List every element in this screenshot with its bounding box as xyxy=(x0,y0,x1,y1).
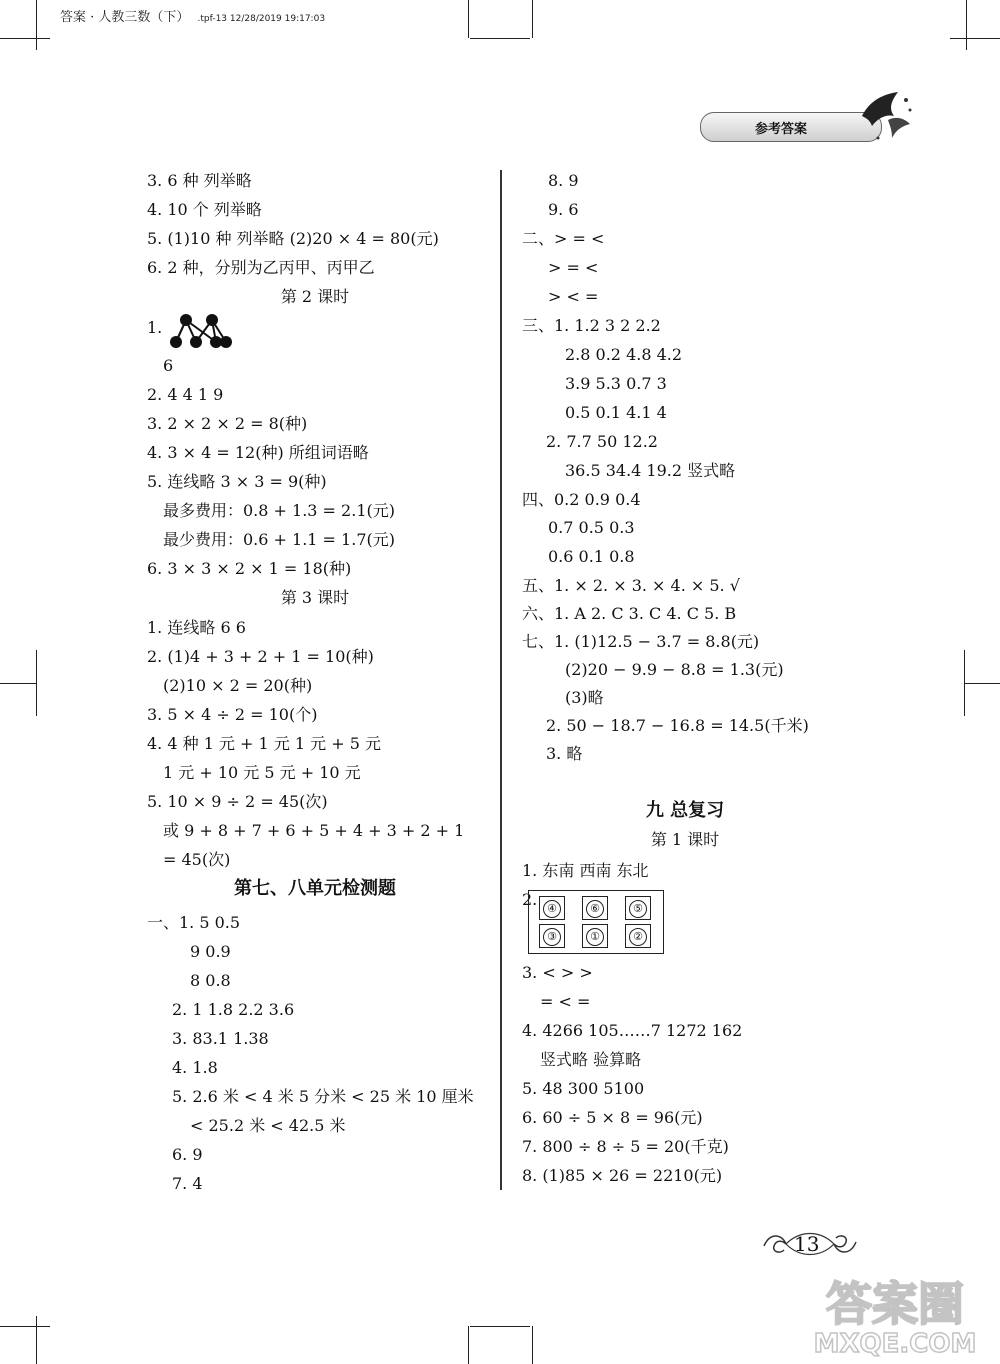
answer-line: 最多费用：0.8 + 1.3 = 2.1(元) xyxy=(163,501,395,520)
answer-line: 0.7 0.5 0.3 xyxy=(548,518,635,537)
answer-line: 三、1. 1.2 3 2 2.2 xyxy=(522,316,661,335)
answer-line: 6. 3 × 3 × 2 × 1 = 18(种) xyxy=(147,559,352,578)
answer-line: 6 xyxy=(163,356,174,375)
answer-line: 6. 9 xyxy=(172,1145,203,1164)
answer-line: 3. 6 种 列举略 xyxy=(147,171,252,190)
grid-cell: ③ xyxy=(539,924,565,948)
grid-cell: ⑤ xyxy=(625,896,651,920)
answer-line: 2. 1 1.8 2.2 3.6 xyxy=(172,1000,295,1019)
question-label: 1. xyxy=(147,318,163,337)
column-divider xyxy=(500,170,502,1190)
answer-line: 36.5 34.4 19.2 竖式略 xyxy=(565,461,736,480)
answer-line: 4. 10 个 列举略 xyxy=(147,200,262,219)
answer-line: 9 0.9 xyxy=(190,942,231,961)
answer-line: 3.9 5.3 0.7 3 xyxy=(565,374,667,393)
answer-line: 一、1. 5 0.5 xyxy=(147,913,241,932)
answer-line: 二、> = < xyxy=(522,229,605,248)
file-stamp: .tpf-13 12/28/2019 19:17:03 xyxy=(197,14,326,24)
answer-line: 3. < > > xyxy=(522,963,593,982)
crop-mark xyxy=(950,38,1000,39)
crop-mark xyxy=(36,650,37,716)
answer-line: 7. 4 xyxy=(172,1174,203,1193)
answer-line: (3)略 xyxy=(565,688,604,707)
svg-text:答案圈: 答案圈 xyxy=(826,1277,964,1331)
svg-text:MXQE.COM: MXQE.COM xyxy=(813,1329,977,1358)
page-number: 13 xyxy=(794,1232,820,1256)
answer-line: 竖式略 验算略 xyxy=(540,1050,642,1069)
answer-line: 4. 1.8 xyxy=(172,1058,218,1077)
crop-mark xyxy=(964,650,965,716)
crop-mark xyxy=(468,1326,469,1364)
number-grid xyxy=(528,890,664,954)
grid-cell: ⑥ xyxy=(582,896,608,920)
answer-line: 1 元 + 10 元 5 元 + 10 元 xyxy=(163,763,361,782)
answer-line: 3. 83.1 1.38 xyxy=(172,1029,269,1048)
test-title: 第七、八单元检测题 xyxy=(234,878,396,899)
watermark-logo xyxy=(800,1268,990,1358)
crop-mark xyxy=(0,38,50,39)
answer-line: 6. 2 种，分别为乙丙甲、丙甲乙 xyxy=(147,258,375,277)
answer-line: 2. (1)4 + 3 + 2 + 1 = 10(种) xyxy=(147,647,374,666)
crop-mark xyxy=(468,0,469,38)
answer-line: (2)20 − 9.9 − 8.8 = 1.3(元) xyxy=(565,660,784,679)
answer-line: 7. 800 ÷ 8 ÷ 5 = 20(千克) xyxy=(522,1137,729,1156)
answer-line: 1. 连线略 6 6 xyxy=(147,618,246,637)
answer-line: 3. 2 × 2 × 2 = 8(种) xyxy=(147,414,308,433)
answer-line: 6. 60 ÷ 5 × 8 = 96(元) xyxy=(522,1108,703,1127)
crop-mark xyxy=(966,0,967,50)
answer-line: 1. 东南 西南 东北 xyxy=(522,861,649,880)
answer-line: 5. 连线略 3 × 3 = 9(种) xyxy=(147,472,327,491)
answer-line: 5. 48 300 5100 xyxy=(522,1079,645,1098)
crop-mark xyxy=(470,38,530,39)
answer-line: (2)10 × 2 = 20(种) xyxy=(163,676,313,695)
connection-diagram xyxy=(160,310,240,350)
answer-line: 2. 50 − 18.7 − 16.8 = 14.5(千米) xyxy=(546,716,809,735)
lesson-title: 第 1 课时 xyxy=(650,830,720,849)
answer-line: 0.5 0.1 4.1 4 xyxy=(565,403,667,422)
crop-mark xyxy=(470,1326,530,1327)
lesson-title: 第 3 课时 xyxy=(280,588,350,607)
answer-line: 七、1. (1)12.5 − 3.7 = 8.8(元) xyxy=(522,632,760,651)
answer-line: 9. 6 xyxy=(548,200,579,219)
answer-line: > < = xyxy=(548,287,599,306)
page-header xyxy=(60,6,325,25)
question-label: 2. xyxy=(522,890,538,909)
crop-mark xyxy=(36,1316,37,1364)
answer-banner xyxy=(700,112,882,142)
grid-cell: ④ xyxy=(539,896,565,920)
answer-line: 8. (1)85 × 26 = 2210(元) xyxy=(522,1166,723,1185)
answer-line: < 25.2 米 < 42.5 米 xyxy=(190,1116,346,1135)
answer-line: 3. 5 × 4 ÷ 2 = 10(个) xyxy=(147,705,318,724)
answer-line: > = < xyxy=(548,258,599,277)
lesson-title: 第 2 课时 xyxy=(280,287,350,306)
answer-line: 4. 4266 105……7 1272 162 xyxy=(522,1021,743,1040)
answer-line: 5. 2.6 米 < 4 米 5 分米 < 25 米 10 厘米 xyxy=(172,1087,474,1106)
answer-line: = < = xyxy=(540,992,591,1011)
banner-label: 参考答案 xyxy=(754,122,807,137)
answer-line: 2.8 0.2 4.8 4.2 xyxy=(565,345,683,364)
grid-cell: ② xyxy=(625,924,651,948)
grid-cell: ① xyxy=(582,924,608,948)
answer-line: 3. 略 xyxy=(546,744,583,763)
crop-mark xyxy=(0,1326,50,1327)
review-title: 九 总复习 xyxy=(645,800,725,821)
answer-line: 4. 4 种 1 元 + 1 元 1 元 + 5 元 xyxy=(147,734,382,753)
brush-decoration-icon xyxy=(858,86,914,148)
answer-line: = 45(次) xyxy=(163,850,231,869)
answer-line: 4. 3 × 4 = 12(种) 所组词语略 xyxy=(147,443,369,462)
crop-mark xyxy=(532,0,533,38)
answer-line: 0.6 0.1 0.8 xyxy=(548,547,635,566)
answer-line: 2. 4 4 1 9 xyxy=(147,385,224,404)
answer-line: 六、1. A 2. C 3. C 4. C 5. B xyxy=(522,604,737,623)
answer-line: 五、1. × 2. × 3. × 4. × 5. √ xyxy=(522,576,740,595)
crop-mark xyxy=(36,0,37,50)
crop-mark xyxy=(0,683,36,684)
crop-mark xyxy=(532,1326,533,1364)
header-title: 答案 · 人教三数（下） xyxy=(60,10,190,25)
answer-line: 或 9 + 8 + 7 + 6 + 5 + 4 + 3 + 2 + 1 xyxy=(163,821,465,840)
answer-line: 最少费用：0.6 + 1.1 = 1.7(元) xyxy=(163,530,395,549)
answer-line: 2. 7.7 50 12.2 xyxy=(546,432,658,451)
answer-line: 8 0.8 xyxy=(190,971,231,990)
answer-line: 四、0.2 0.9 0.4 xyxy=(522,490,641,509)
crop-mark xyxy=(964,683,1000,684)
answer-line: 8. 9 xyxy=(548,171,579,190)
answer-line: 5. (1)10 种 列举略 (2)20 × 4 = 80(元) xyxy=(147,229,439,248)
answer-line: 5. 10 × 9 ÷ 2 = 45(次) xyxy=(147,792,328,811)
